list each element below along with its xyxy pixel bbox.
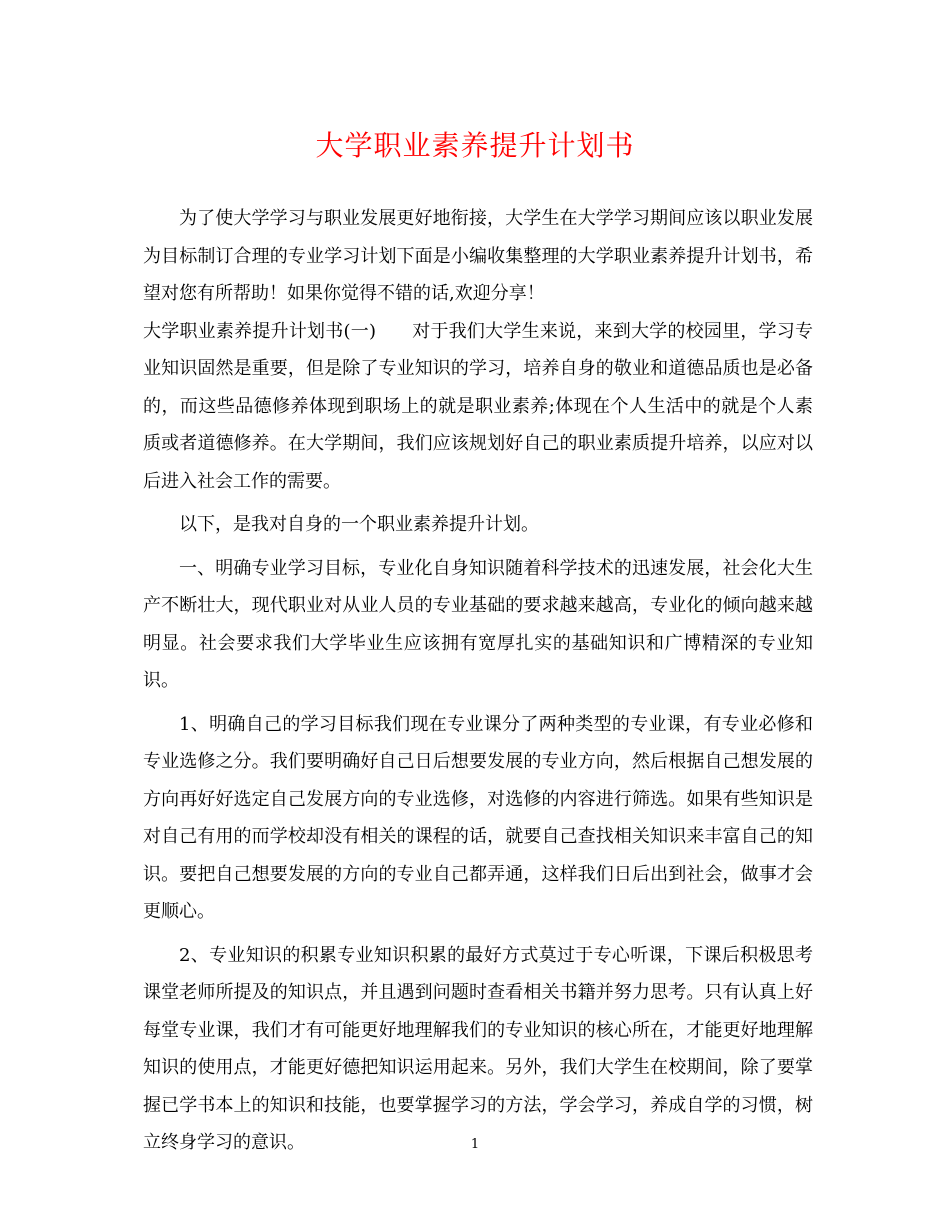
- document-body: [143, 200, 813, 1162]
- paragraph-section-one: [143, 313, 813, 501]
- paragraph-intro: 为了使大学学习与职业发展更好地衔接，大学生在大学学习期间应该以职业发展为目标制订合理的专业学习计划下面是小编收集整理的大学职业素养提升计划书，希望对您有所帮助！如果你觉得不错的话,欢迎分享！: [143, 208, 813, 304]
- page-number: 1: [470, 1137, 480, 1152]
- document-title: 大学职业素养提升计划书: [315, 129, 635, 162]
- paragraph-item-one: 1、明确自己的学习目标我们现在专业课分了两种类型的专业课，有专业必修和专业选修之分。我们要明确好自己日后想要发展的专业方向，然后根据自己想发展的方向再好好选定自己发展方向的专业选修，对选修的内容进行筛选。如果有些知识是对自己有用的而学校却没有相关的课程的话，就要自己查找相关知识来丰富自己的知识。要把自己想要发展的方向的专业自己都弄通，这样我们日后出到社会，做事才会更顺心。: [143, 713, 813, 922]
- section-text: 对于我们大学生来说，来到大学的校园里，学习专业知识固然是重要，但是除了专业知识的学习，培养自身的敬业和道德品质也是必备的，而这些品德修养体现到职场上的就是职业素养;体现在个人生活中的就是个人素质或者道德修养。在大学期间，我们应该规划好自己的职业素质提升培养，以应对以后进入社会工作的需要。: [143, 320, 813, 492]
- paragraph-item-two: 2、专业知识的积累专业知识积累的最好方式莫过于专心听课，下课后积极思考课堂老师所提及的知识点，并且遇到问题时查看相关书籍并努力思考。只有认真上好每堂专业课，我们才有可能更好地理解我们的专业知识的核心所在，才能更好地理解知识的使用点，才能更好德把知识运用起来。另外，我们大学生在校期间，除了要掌握已学书本上的知识和技能，也要掌握学习的方法，学会学习，养成自学的习惯，树立终身学习的意识。: [143, 944, 813, 1153]
- paragraph-plan-intro: 以下，是我对自身的一个职业素养提升计划。: [179, 514, 539, 535]
- section-spacer: [376, 321, 412, 342]
- paragraph-goal-heading: 一、明确专业学习目标，专业化自身知识随着科学技术的迅速发展，社会化大生产不断壮大，现代职业对从业人员的专业基础的要求越来越高，专业化的倾向越来越明显。社会要求我们大学毕业生应该拥有宽厚扎实的基础知识和广博精深的专业知识。: [143, 557, 813, 691]
- section-heading: 大学职业素养提升计划书(一): [143, 320, 376, 342]
